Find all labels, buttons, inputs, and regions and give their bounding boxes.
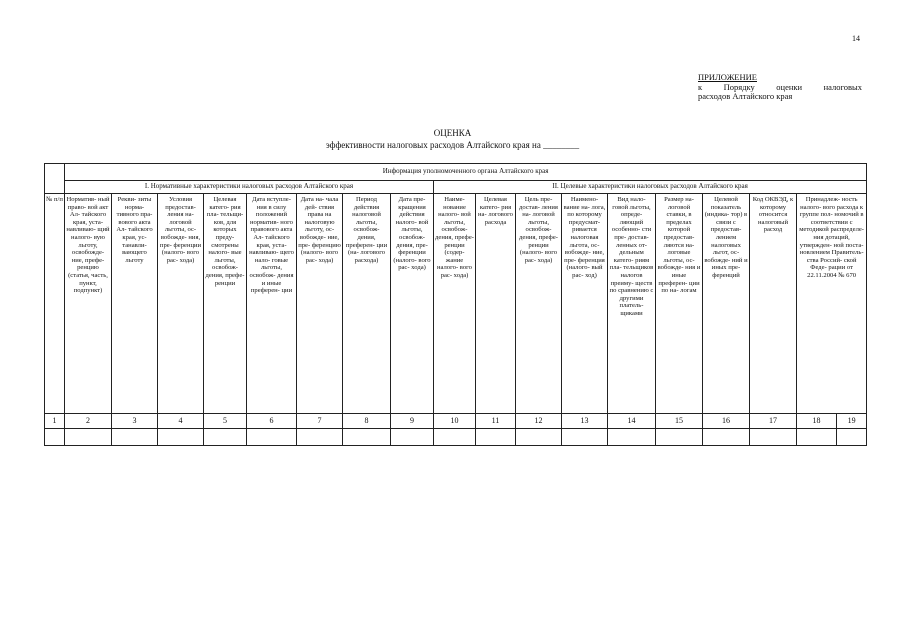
- corner-cell: [45, 164, 65, 194]
- column-header-row: [45, 194, 867, 414]
- evaluation-table: [44, 163, 867, 446]
- annex-block: [698, 73, 862, 102]
- group-header-row: [45, 164, 867, 181]
- annex-line-1: к Порядку оценки налоговых: [698, 81, 862, 92]
- empty-cell: [516, 429, 562, 446]
- annex-heading: ПРИЛОЖЕНИЕ: [698, 72, 757, 82]
- column-number: 16: [703, 414, 750, 429]
- column-header: Дата пре- кращения действия налого- вой льготы, освобож- дения, пре- ференции (налого- вого рас- хода): [391, 194, 434, 414]
- empty-cell: [65, 429, 112, 446]
- column-header: Рекви- зиты норма- тивного пра- вового акта Ал- тайского края, ус- танавли- вающего льготу: [112, 194, 158, 414]
- document-title: ОЦЕНКА: [433, 128, 472, 138]
- empty-cell: [112, 429, 158, 446]
- column-number: 5: [204, 414, 247, 429]
- empty-cell: [703, 429, 750, 446]
- column-header: Размер на- логовой ставки, в пределах которой предостав- ляются на- логовые льготы, ос- вобожде- ния и иные преферен- ции по на- логам: [656, 194, 703, 414]
- annex-line-2: расходов Алтайского края: [698, 91, 793, 101]
- empty-cell: [750, 429, 797, 446]
- empty-cell: [391, 429, 434, 446]
- empty-cell: [562, 429, 608, 446]
- page-number: 14: [852, 34, 860, 43]
- column-header: Наимено- вание на- лога, по которому предусмат- ривается налоговая льгота, ос- вобожде- ние, пре- ференция (налого- вый рас- ход): [562, 194, 608, 414]
- column-number-row: [45, 414, 867, 429]
- column-header: № п/п: [45, 194, 65, 414]
- column-header: Условия предостав- ления на- логовой льготы, ос- вобожде- ния, пре- ференции (налого- вого рас- хода): [158, 194, 204, 414]
- column-number: 11: [476, 414, 516, 429]
- column-number: 8: [343, 414, 391, 429]
- column-header: Принадлеж- ность налого- вого расхода к группе пол- номочий в соответствии с методикой распределе- ния дотаций, утвержден- ной поста- новлением Правитель- ства Россий- ской Феде- рации от 22.11.2004 № 670: [797, 194, 867, 414]
- column-number: 17: [750, 414, 797, 429]
- column-header: Цель пре- достав- ления на- логовой льготы, освобож- дения, префе- ренции (налого- вого рас- хода): [516, 194, 562, 414]
- column-number: 7: [297, 414, 343, 429]
- column-header: Код ОКВЭД, к которому относится налоговый расход: [750, 194, 797, 414]
- column-number: 18: [797, 414, 837, 429]
- empty-cell: [158, 429, 204, 446]
- empty-cell: [837, 429, 867, 446]
- column-number: 15: [656, 414, 703, 429]
- empty-cell: [797, 429, 837, 446]
- empty-cell: [656, 429, 703, 446]
- column-number: 4: [158, 414, 204, 429]
- empty-data-row: [45, 429, 867, 446]
- section-header-row: [45, 181, 867, 194]
- column-number: 9: [391, 414, 434, 429]
- empty-cell: [343, 429, 391, 446]
- column-header: Целевая катего- рия на- логового расхода: [476, 194, 516, 414]
- empty-cell: [247, 429, 297, 446]
- column-number: 3: [112, 414, 158, 429]
- column-number: 10: [434, 414, 476, 429]
- column-header: Период действия налоговой льготы, освобож- дения, преферен- ции (на- логового расхода): [343, 194, 391, 414]
- column-number: 12: [516, 414, 562, 429]
- section-2-header: II. Целевые характеристики налоговых расходов Алтайского края: [434, 181, 867, 194]
- column-number: 6: [247, 414, 297, 429]
- empty-cell: [476, 429, 516, 446]
- column-number: 2: [65, 414, 112, 429]
- column-number: 1: [45, 414, 65, 429]
- column-header: Целевой показатель (индика- тор) в связи с предостав- лением налоговых льгот, ос- вобожде- ний и иных пре- ференций: [703, 194, 750, 414]
- document-subtitle: эффективности налоговых расходов Алтайского края на ________: [325, 140, 580, 150]
- column-number: 19: [837, 414, 867, 429]
- column-header: Целевая катего- рия пла- тельщи- ков, для которых преду- смотрены налого- вые льготы, освобож- дения, префе- ренции: [204, 194, 247, 414]
- empty-cell: [608, 429, 656, 446]
- section-1-header: I. Нормативные характеристики налоговых расходов Алтайского края: [65, 181, 434, 194]
- column-header: Наиме- нование налого- вой льготы, освобож- дения, префе- ренции (содер- жание налого- вого рас- хода): [434, 194, 476, 414]
- empty-cell: [204, 429, 247, 446]
- empty-cell: [297, 429, 343, 446]
- column-header: Норматив- ный право- вой акт Ал- тайского края, уста- навливаю- щий налого- вую льготу, освобожде- ние, префе- ренцию (статья, часть, пункт, подпункт): [65, 194, 112, 414]
- column-number: 14: [608, 414, 656, 429]
- empty-cell: [45, 429, 65, 446]
- column-header: Дата вступле- ния в силу положений норматив- ного правового акта Ал- тайского края, уста- навливаю- щего нало- говые льготы, освобож- дения и иные преферен- ции: [247, 194, 297, 414]
- column-number: 13: [562, 414, 608, 429]
- empty-cell: [434, 429, 476, 446]
- column-header: Вид нало- говой льготы, опреде- ляющий особенно- сти пре- достав- ленных от- дельным катего- риям пла- тельщиков налогов преиму- ществ по сравнению с другими платель- щиками: [608, 194, 656, 414]
- group-header: Информация уполномоченного органа Алтайского края: [65, 164, 867, 181]
- column-header: Дата на- чала дей- ствия права на налоговую льготу, ос- вобожде- ние, пре- ференцию (налого- вого рас- хода): [297, 194, 343, 414]
